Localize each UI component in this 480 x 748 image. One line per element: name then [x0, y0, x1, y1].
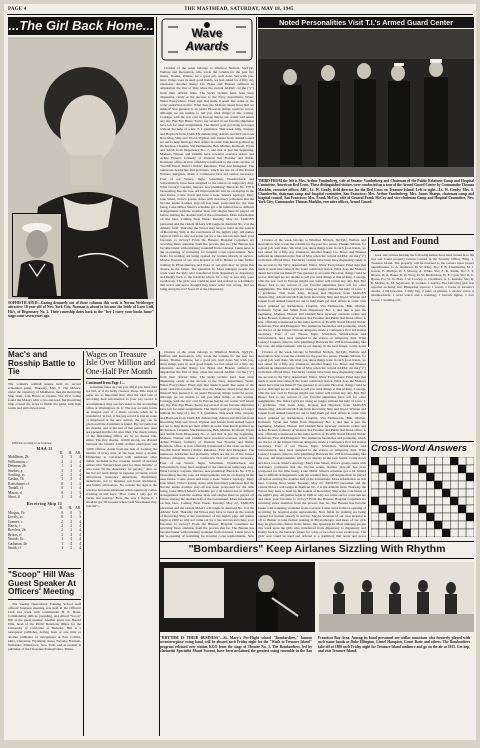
player-name: Tindall, cf — [8, 486, 23, 491]
crossword-cell — [395, 529, 403, 537]
crossword-cell — [395, 465, 403, 473]
crossword-cell — [411, 529, 419, 537]
crossword-cell — [379, 521, 387, 529]
girl-back-home-caption: SOPHISTICATED—Gazing demurely out of these columns this week is Norma Weisberger, attractive 18-year-old of New York City. Norman is about to become the bride of Loen Luff, H4/c, of Dispensary No. 2. Their courtship dates back to the "hey I carry your books home" stage some seven years ago. — [8, 301, 154, 318]
player-stat: 1 — [61, 464, 63, 469]
player-stat: 4 — [79, 468, 81, 473]
crossword-cell — [419, 489, 427, 497]
player-stat: 2 — [70, 494, 72, 499]
crossword-cell — [411, 465, 419, 473]
player-stat: 2 — [61, 459, 63, 464]
player-name: Smith, rf — [8, 546, 21, 551]
column-rule-2 — [156, 17, 157, 347]
crossword-cell — [466, 481, 474, 489]
left-divider — [8, 348, 154, 349]
masthead-rule — [7, 14, 473, 15]
player-stat: 0 — [70, 510, 72, 515]
crossword-cell — [434, 465, 442, 473]
scoop-top-rule — [8, 568, 81, 569]
crossword-cell — [419, 521, 427, 529]
crossword-black-cell — [458, 505, 466, 513]
player-stat: 4 — [79, 494, 81, 499]
page-number-left: PAGE 4 — [8, 7, 27, 12]
softball-headline: Mac's and Rosship Battle to Tie — [8, 350, 76, 377]
player-stat: 2 — [61, 532, 63, 537]
crossword-cell — [387, 505, 395, 513]
player-stat: 2 — [61, 528, 63, 533]
player-stat: 0 — [61, 481, 63, 486]
wave-awards-lower — [258, 350, 366, 538]
crossword-headline: Cross-Word Answers — [371, 443, 468, 454]
sailor-illustration — [13, 214, 61, 296]
player-stat: 3 — [79, 490, 81, 495]
crossword-cell — [371, 481, 379, 489]
player-stat: 4 — [79, 455, 81, 460]
crossword-cell — [379, 457, 387, 465]
crossword-cell — [387, 457, 395, 465]
crossword-black-cell — [450, 497, 458, 505]
newspaper-page — [4, 4, 476, 740]
wave-awards-continued — [258, 238, 366, 348]
player-stat: 4 — [79, 459, 81, 464]
player-name: Sisekes, p — [8, 468, 23, 473]
crossword-cell — [371, 465, 379, 473]
player-stat: 4 — [79, 528, 81, 533]
crossword-cell — [403, 521, 411, 529]
crossword-cell — [458, 513, 466, 521]
player-name: Dettman, 2b — [8, 464, 26, 469]
crossword-cell — [458, 529, 466, 537]
player-name: Woods, 1b — [8, 537, 24, 542]
crossword-cell — [371, 505, 379, 513]
player-stat: 4 — [79, 541, 81, 546]
player-stat: 4 — [79, 477, 81, 482]
crossword-cell — [403, 457, 411, 465]
bombardiers-top-rule — [160, 541, 474, 542]
crossword-cell — [466, 489, 474, 497]
crossword-cell — [434, 529, 442, 537]
bombardiers-section — [160, 544, 474, 738]
crossword-black-cell — [371, 497, 379, 505]
lost-found-headline: Lost and Found — [371, 236, 439, 247]
column-rule-4 — [256, 17, 257, 347]
crossword-cell — [450, 513, 458, 521]
crossword-cell — [426, 481, 434, 489]
crossword-black-cell — [387, 473, 395, 481]
crossword-cell — [371, 521, 379, 529]
crossword-section — [371, 444, 474, 539]
bombardiers-headline: "Bombardiers" Keep Airlanes Sizzling With Rhythm — [188, 543, 446, 555]
crossword-cell — [379, 497, 387, 505]
crossword-cell — [442, 505, 450, 513]
wages-headline: Wages on Treasure Isle Over Million and One-Half Per Month — [86, 350, 156, 376]
player-name: Williamson, c — [8, 459, 29, 464]
crossword-cell — [419, 529, 427, 537]
player-stat: 4 — [79, 537, 81, 542]
scoop-hill-article — [8, 571, 81, 737]
crossword-black-cell — [419, 465, 427, 473]
player-stat: 4 — [79, 472, 81, 477]
crossword-black-cell — [395, 521, 403, 529]
player-name: Middleton, 2b — [8, 455, 29, 460]
crossword-cell — [371, 529, 379, 537]
crossword-cell — [403, 473, 411, 481]
player-stat: 0 — [61, 486, 63, 491]
crossword-cell — [442, 481, 450, 489]
column-rule-6 — [368, 349, 369, 541]
crossword-black-cell — [442, 529, 450, 537]
column-rule-7 — [256, 349, 257, 541]
player-stat: 4 — [79, 524, 81, 529]
player-stat: 2 — [61, 524, 63, 529]
softball-article — [8, 351, 81, 566]
player-stat: 0 — [61, 510, 63, 515]
wave-awards-title-top: Wave — [191, 26, 223, 40]
crossword-cell — [395, 457, 403, 465]
crossword-cell — [466, 529, 474, 537]
crossword-cell — [419, 481, 427, 489]
crossword-cell — [419, 473, 427, 481]
player-stat: 4 — [70, 541, 72, 546]
wages-article — [86, 351, 157, 737]
wages-body: sometime taxes up your pay chit if you have died not bill, or if it's badly creased. These little slips of paper are so important that, after the vital task of recording their information to your pay record is accomplished, they are forwarded to the accounting office at Washington, D. C. The pay account forms an integral part of a man's records when he is transferred. In fact, if the pay record is lost en route or misplaced at the new station, the pay can be given until the document is found. Pay accounts last six months, and at the end of that period new ones are opened and the old ones filed. The check writers of the Disbursing Office are by no means idle, either. The first checks, 12,000 strong, are divided between the island's 2,600 civilian employees and 3,000 officers. Aside from the task of locating the monies of every man on the base twice a month, Disbursing is concerned with numerous other duties. Included is the constant stream of married sailors who "haven't been paid for three months" or who were "in the dispensary for payday." Also on the list are such things as expense accounts, travel allowances, insurance deductions, disciplinary deductions, not to mention war bond allotments, and family allowances. No wonder the sign at the window becomes emotional when somebody comes crashing in and says, "How come I only got 25 bucks last payday? Now, the way I figure it, I shoulda' got 58 because when I left Shoemaker they told me"... — [86, 385, 157, 508]
crossword-cell — [395, 497, 403, 505]
crossword-cell — [379, 481, 387, 489]
crossword-cell — [466, 497, 474, 505]
crossword-cell — [426, 465, 434, 473]
crossword-cell — [411, 489, 419, 497]
player-stat: 3 — [70, 455, 72, 460]
player-stat: 2 — [70, 524, 72, 529]
player-name: Lovely, ss — [8, 515, 23, 520]
player-stat: 2 — [70, 459, 72, 464]
crossword-cell — [379, 513, 387, 521]
crossword-cell — [434, 505, 442, 513]
player-stat: 4 — [79, 486, 81, 491]
crossword-cell — [458, 473, 466, 481]
player-name: Gadsman, 2b — [8, 541, 27, 546]
crossword-cell — [442, 465, 450, 473]
crossword-cell — [411, 521, 419, 529]
crossword-black-cell — [466, 473, 474, 481]
wave-awards-title-bottom: Awards — [185, 39, 229, 53]
crossword-cell — [419, 497, 427, 505]
crossword-cell — [450, 489, 458, 497]
armed-guard-headline: Noted Personalities Visit T.I.'s Armed Guard Center — [258, 17, 474, 28]
player-name: Brotas, rf — [8, 532, 22, 537]
crossword-cell — [419, 513, 427, 521]
crossword-cell — [450, 465, 458, 473]
crossword-black-cell — [450, 457, 458, 465]
bombardiers-caption-wrap — [160, 636, 474, 698]
bombardiers-photos — [160, 562, 474, 632]
player-name: Kretschmer, rf — [8, 481, 29, 486]
crossword-cell — [442, 521, 450, 529]
crossword-cell — [403, 465, 411, 473]
player-stat: 0 — [61, 490, 63, 495]
sailor-inset-photo — [12, 213, 62, 297]
crossword-cell — [434, 497, 442, 505]
wave-awards-continued-body: Citation of the week belongs to Winifred Nichols, Sp(T)3c, Welfare and Recreation, who wrote the column for the past two issues. Thanks, Winnie, for a good job, well done. We wish you, since things were in such good hands, we had asked for a fifty day extension. Another Rung: Lts. Bruss and Brauser suffered an amputation the first of May when the current ALPAC cut the ("y") from their official titles. The lucky victims have been busy dispensing candy at the success to the Navy department. Water, Water Everywhere: Fired sign that made it seem like some of the water restriction notice. What does the Mohave desert have that we missed? You guessed it, an oasis! However, things could be worse, although we are unable to tell you what things at this writing. Courage, with the war over in Europe maybe our waiter will return any day. Bye Bye Blues: Sad to say several of our favorite shipmates have left for other assignments. The district gold got along no longer without the help of a few T. I. graduates. This week Amy, Jacquay and Haydock from TADCEN dishonoring; Adrain and McCain from Receiving Ship and Wood, Wyman and Jensen from Armed Guard set out to help them get their affairs in order. Oak Knoll grabbed up Richardson, Chapins, Van Demseerde, Beh, Mullen, Rothweil, Wynn and Smith from Dispensary No. 2, and that is just the beginning. Madsen, Niesser and Oakhill have received overseas orders and Arline Fickert, formerly of Western Sea Frontier and Public Relations office, is now officially transferred to the radio section of Twelfth Naval District Public Relations. First Aid Delegates: The numerous headaches and problems, which are the lot of the United Nations delegates, made a conference first aid station necessary. Four of our Waves, Ingle, Schurman, Wondracheck and Schwahrbach, have been assigned to the station on temporary duty. What Luxury! Captain, mirrors, new plumbing! Barracks No. 278 is blossoming like the rose. All improvements will be on display in the near future. Come down — [258, 238, 366, 348]
crossword-top-rule — [371, 441, 474, 442]
crossword-cell — [371, 513, 379, 521]
crossword-black-cell — [379, 465, 387, 473]
crossword-black-cell — [458, 465, 466, 473]
player-stat: 1 — [70, 481, 72, 486]
crossword-cell — [403, 505, 411, 513]
armed-guard-section — [258, 17, 474, 234]
wave-awards-lower-left-body: Citation of the week belongs to Winifred Nichols, Sp(T)3c, Welfare and Recreation, who wrote the column for the past two issues. Thanks, Winnie, for a good job, well done. We wish you, since things were in such good hands, we had asked for a fifty day extension. Another Rung: Lts. Bruss and Brauser suffered an amputation the first of May when the current ALPAC cut the ("y") from their official titles. The lucky victims have been busy dispensing candy at the success to the Navy department. Water, Water Everywhere: Fired sign that made it seem like some of the water restriction notice. What does the Mohave desert have that we missed? You guessed it, an oasis! However, things could be worse, although we are unable to tell you what things at this writing. Courage, with the war over in Europe maybe our waiter will return any day. Bye Bye Blues: Sad to say several of our favorite shipmates have left for other assignments. The district gold got along no longer without the help of a few T. I. graduates. This week Amy, Jacquay and Haydock from TADCEN dishonoring; Adrain and McCain from Receiving Ship and Wood, Wyman and Jensen from Armed Guard set out to help them get their affairs in order. Oak Knoll grabbed up Richardson, Chapins, Van Demseerde, Beh, Mullen, Rothweil, Wynn and Smith from Dispensary No. 2, and that is just the beginning. Madsen, Niesser and Oakhill have received overseas orders and Arline Fickert, formerly of Western Sea Frontier and Public Relations office, is now officially transferred to the radio section of Twelfth Naval District Public Relations. First Aid Delegates: The numerous headaches and problems, which are the lot of the United Nations delegates, made a conference first aid station necessary. Four of our Waves, Ingle, Schurman, Wondracheck and Schwahrbach, have been assigned to the station on temporary duty. What Luxury! Captain, mirrors, new plumbing! Barracks No. 278 is blossoming like the rose. All improvements will be on display in the near future. Come down and have a look. Smart's Apology: Mary Jane Smart, Wave's gossip, states with customary politeness that the Novina tennis doubles play-off has been postponed for the time being. Luke Miller Smart's schedule got a bit behind due to difficult arrangements with the weather man, and singles must be played off before starting the doubles half of the tournament. More information on this later. Coming Next Week: Tuesday, May 22, TADCEN personnel and the violent MAA's will tangle in diamond No. 2 at the Athletic field. Thursday the Waves may have to bend up the sounds of Receiving Ship at the conclusion of the night's play. All games begin at 1900 so why not come out for a late sun tan and cheer your favorites to victory? From the Bureau: Hospital corpsmen are receiving more attention from the powers that be. The Bureau has become busier with returning wounded from overseas. Latest news is the re-opening of recruiting for hospital corps replacements. New — [160, 350, 254, 538]
portrait-photo — [8, 37, 154, 299]
maa-row — [8, 495, 81, 499]
player-stat: 3 — [61, 468, 63, 473]
player-stat: 1 — [61, 546, 63, 551]
player-stat: 1 — [70, 486, 72, 491]
crossword-cell — [458, 457, 466, 465]
crossword-cell — [458, 521, 466, 529]
crossword-cell — [458, 489, 466, 497]
crossword-cell — [379, 489, 387, 497]
player-stat: 2 — [61, 519, 63, 524]
receiving-ship-team-label: Receiving Ship 11 — [26, 501, 63, 507]
wages-continued-label: Continued from Page 1— — [86, 381, 126, 386]
player-stat: 1 — [61, 537, 63, 542]
crossword-black-cell — [442, 489, 450, 497]
maa-score-header: R. H. AB. — [59, 450, 81, 455]
crossword-cell — [450, 521, 458, 529]
lost-found-body: Gear and articles bearing the following names have been turned in to the lost and found property bureau located in the Security Office, Bldg. 1, Treasure Island. The property will be returned to the owners upon proper identification. G. A. Anderson, D. W. Riley, Sbc; F. B. Chamberlin, M. J. Garcia, E. Phillips, D. J. Murray, A. White, Sbc; E. R. Smith, Sbc; J. T. Rivera, D. A. Bauer, R. W. Wray, D. W. Richardson, W. E. Lynn, Sbc; R. E. Byrne, F/c; W. W. Hart, J. W. Cowley, C. Chambers, A. L. Kensler, Sbc; R. E. McRae, K. M. Seyabowz, R. Golden, J. Garcia. The following gear was reported as being lost: Bluejacket topcoat, 1 watch, 1 books of traveler's checks, 2 ID bracelets, 1 dilly bag, 2 pairs of glasses, 1 electric razor, 6 handkerchiefs, 1 wrist watch and 1 handbag, 1 barrack lighter, 1 foot locker, 1 bedding roll. — [371, 252, 474, 302]
crossword-cell — [434, 489, 442, 497]
crossword-cell — [411, 513, 419, 521]
player-stat: 4 — [79, 532, 81, 537]
crossword-cell — [387, 465, 395, 473]
crossword-grid — [371, 457, 474, 537]
crossword-cell — [458, 497, 466, 505]
player-stat: 2 — [70, 519, 72, 524]
crossword-cell — [411, 481, 419, 489]
crossword-cell — [387, 489, 395, 497]
bandleader-illustration — [160, 562, 315, 632]
player-stat: 1 — [61, 455, 63, 460]
crossword-black-cell — [411, 457, 419, 465]
scoop-hill-body: The weekly Operational Training School staff officers' business meeting was held at the Officers' Club last week with Commander H. E. Hone, Commanding Officer, presiding, and Alfred "Scoop" Hill as the guest speaker. Another guest was Harold Ellis, head of the Public Relations Office for the University of California at Berkeley. Hill is a newspaper publisher, having been at one time or another publisher of newspapers at Fort Collins, Ohio, Cheyenne, Wyoming; Reno, Nevada; Fremont, Nebraska; Jamestown, New York, and at present is publisher of the Cheyenne Pennsylvania, Times. — [8, 601, 81, 651]
player-name: Gaskin, 1b — [8, 477, 24, 482]
player-stat: 1 — [70, 490, 72, 495]
crossword-black-cell — [403, 489, 411, 497]
maa-score-table — [8, 451, 81, 499]
crossword-cell — [450, 473, 458, 481]
crossword-cell — [387, 481, 395, 489]
player-stat: 4 — [79, 464, 81, 469]
armed-guard-illustration — [258, 29, 474, 177]
crossword-cell — [387, 497, 395, 505]
crossword-cell — [419, 457, 427, 465]
crossword-black-cell — [371, 457, 379, 465]
crossword-black-cell — [419, 505, 427, 513]
girl-back-home-section — [8, 17, 154, 348]
player-stat: 1 — [61, 477, 63, 482]
wave-awards-lower-body: Citation of the week belongs to Winifred Nichols, Sp(T)3c, Welfare and Recreation, who wrote the column for the past two issues. Thanks, Winnie, for a good job, well done. We wish you, since things were in such good hands, we had asked for a fifty day extension. Another Rung: Lts. Bruss and Brauser suffered an amputation the first of May when the current ALPAC cut the ("y") from their official titles. The lucky victims have been busy dispensing candy at the success to the Navy department. Water, Water Everywhere: Fired sign that made it seem like some of the water restriction notice. What does the Mohave desert have that we missed? You guessed it, an oasis! However, things could be worse, although we are unable to tell you what things at this writing. Courage, with the war over in Europe maybe our waiter will return any day. Bye Bye Blues: Sad to say several of our favorite shipmates have left for other assignments. The district gold got along no longer without the help of a few T. I. graduates. This week Amy, Jacquay and Haydock from TADCEN dishonoring; Adrain and McCain from Receiving Ship and Wood, Wyman and Jensen from Armed Guard set out to help them get their affairs in order. Oak Knoll grabbed up Richardson, Chapins, Van Demseerde, Beh, Mullen, Rothweil, Wynn and Smith from Dispensary No. 2, and that is just the beginning. Madsen, Niesser and Oakhill have received overseas orders and Arline Fickert, formerly of Western Sea Frontier and Public Relations office, is now officially transferred to the radio section of Twelfth Naval District Public Relations. First Aid Delegates: The numerous headaches and problems, which are the lot of the United Nations delegates, made a conference first aid station necessary. Four of our Waves, Ingle, Schurman, Wondracheck and Schwahrbach, have been assigned to the station on temporary duty. What Luxury! Captain, mirrors, new plumbing! Barracks No. 278 is blossoming like the rose. All improvements will be on display in the near future. Come down and have a look. Smart's Apology: Mary Jane Smart, Wave's gossip, states with customary politeness that the Novina tennis doubles play-off has been postponed for the time being. Luke Miller Smart's schedule got a bit behind due to difficult arrangements with the weather man, and singles must be played off before starting the doubles half of the tournament. More information on this later. Coming Next Week: Tuesday, May 22, TADCEN personnel and the violent MAA's will tangle in diamond No. 2 at the Athletic field. Thursday the Waves may have to bend up the sounds of Receiving Ship at the conclusion of the night's play. All games begin at 1900 so why not come out for a late sun tan and cheer your favorites to victory? From the Bureau: Hospital corpsmen are receiving more attention from the powers that be. The Bureau has become busier with returning wounded from overseas. Latest news is the re-opening of recruiting for hospital corps replacements. New fields for training are being opened for women already in service. Maybe Veterans of our own hospital is off to Hunter to take further training in Physiotherapy, and more of our girls may be given this chance in the future. The Question Is: Most unhappy people this week were the girls who transferred from dispensary to dispensary and finally back to the barracks where for a day or two they were swollen up. The girls' sore could be used and ordered to a dormitory that never and never — [258, 350, 366, 538]
crossword-black-cell — [403, 529, 411, 537]
crossword-cell — [403, 481, 411, 489]
player-stat: 4 — [70, 537, 72, 542]
crossword-cell — [426, 505, 434, 513]
wave-awards-body: Citation of the week belongs to Winifred Nichols, Sp(T)3c, Welfare and Recreation, who wrote the column for the past two issues. Thanks, Winnie, for a good job, well done. We wish you, since things were in such good hands, we had asked for a fifty day extension. Another Rung: Lts. Bruss and Brauser suffered an amputation the first of May when the current ALPAC cut the ("y") from their official titles. The lucky victims have been busy dispensing candy at the success to the Navy department. Water, Water Everywhere: Fired sign that made it seem like some of the water restriction notice. What does the Mohave desert have that we missed? You guessed it, an oasis! However, things could be worse, although we are unable to tell you what things at this writing. Courage, with the war over in Europe maybe our waiter will return any day. Bye Bye Blues: Sad to say several of our favorite shipmates have left for other assignments. The district gold got along no longer without the help of a few T. I. graduates. This week Amy, Jacquay and Haydock from TADCEN dishonoring; Adrain and McCain from Receiving Ship and Wood, Wyman and Jensen from Armed Guard set out to help them get their affairs in order. Oak Knoll grabbed up Richardson, Chapins, Van Demseerde, Beh, Mullen, Rothweil, Wynn and Smith from Dispensary No. 2, and that is just the beginning. Madsen, Niesser and Oakhill have received overseas orders and Arline Fickert, formerly of Western Sea Frontier and Public Relations office, is now officially transferred to the radio section of Twelfth Naval District Public Relations. First Aid Delegates: The numerous headaches and problems, which are the lot of the United Nations delegates, made a conference first aid station necessary. Four of our Waves, Ingle, Schurman, Wondracheck and Schwahrbach, have been assigned to the station on temporary duty. What Luxury! Captain, mirrors, new plumbing! Barracks No. 278 is blossoming like the rose. All improvements will be on display in the near future. Come down and have a look. Smart's Apology: Mary Jane Smart, Wave's gossip, states with customary politeness that the Novina tennis doubles play-off has been postponed for the time being. Luke Miller Smart's schedule got a bit behind due to difficult arrangements with the weather man, and singles must be played off before starting the doubles half of the tournament. More information on this later. Coming Next Week: Tuesday, May 22, TADCEN personnel and the violent MAA's will tangle in diamond No. 2 at the Athletic field. Thursday the Waves may have to bend up the sounds of Receiving Ship at the conclusion of the night's play. All games begin at 1900 so why not come out for a late sun tan and cheer your favorites to victory? From the Bureau: Hospital corpsmen are receiving more attention from the powers that be. The Bureau has become busier with returning wounded from overseas. Latest news is the re-opening of recruiting for hospital corps replacements. New fields for training are being opened for women already in service. Maybe Veterans of our own hospital is off to Hunter to take further training in Physiotherapy, and more of our girls may be given this chance in the future. The Question Is: Most unhappy people this week were the girls who transferred from dispensary to dispensary and finally back to the barracks where for a day or two they were swollen up. The girls' sore could be used and ordered to a dormitory that never and never thought they knew what was wrong. Did we bring along the Ice? Soon all at the Dispensary. — [160, 66, 254, 292]
player-stat: 2 — [70, 515, 72, 520]
crossword-cell — [466, 465, 474, 473]
column-rule-5 — [368, 237, 369, 347]
crossword-cell — [387, 521, 395, 529]
wave-awards-logo — [160, 17, 254, 62]
crossword-black-cell — [466, 513, 474, 521]
crossword-cell — [371, 489, 379, 497]
player-stat: 2 — [70, 472, 72, 477]
crossword-cell — [395, 489, 403, 497]
crossword-cell — [466, 457, 474, 465]
crossword-cell — [395, 473, 403, 481]
crossword-cell — [450, 481, 458, 489]
crossword-cell — [403, 513, 411, 521]
armed-guard-photo — [258, 29, 474, 177]
crossword-cell — [426, 489, 434, 497]
crossword-cell — [426, 497, 434, 505]
receiving-ship-score-table — [8, 506, 81, 550]
crossword-cell — [434, 457, 442, 465]
player-stat: 3 — [70, 528, 72, 533]
bombardiers-caption: "RHYTHM IS THEIR BUSINESS"—St. Mary's Pre-Flight school "Bombardiers," famous seventeen-piece swing band, will be aboard each Friday night for the "Waifs to Treasure Island" program released over station KGO from the stage of Theatre No. 3. The Bombardiers, led by clarinetist Specialist Mauri Sweenz, have been acclaimed the greatest swing ensemble in the San Francisco Bay Area. Among its band personnel are stellar musicians who formerly played with such name bands as Duke Ellington, Lionel Hampton, Count Basie and others. The Bombardiers take off at 1800 each Friday night for Treasure Island audience and go on the air at 1915. Get hep, and visit Treasure Island. — [160, 636, 470, 653]
crossword-cell — [379, 529, 387, 537]
player-stat: 2 — [70, 477, 72, 482]
bombardiers-photo-left — [160, 562, 315, 632]
crossword-cell — [466, 521, 474, 529]
crossword-black-cell — [379, 505, 387, 513]
crossword-cell — [379, 473, 387, 481]
crossword-black-cell — [434, 481, 442, 489]
armed-guard-caption: THIRD FROM the left is Mrs. Arthur Vandenberg, wife of Senator Vandenberg and Chairman of the Public Relations Camp and Hospital Committee, American Red Cross. These distinguished visitors were conducted on a tour of the Armed Guard Center by Commander Thomas Macklin, executive officer. ABC, Lt. W. Grady, field director for the Red Cross on Treasure Island. Left to right—Lt. W. Grady; Mrs. S. Chamberlin, chairman camp and hospital committee, San Francisco; Mrs. Arthur Vandenberg; Mrs. James Sharpe, chairman camp and hospital council, San Francisco; Mrs. Frank McCoy, wife of General Frank McCoy and vice-chairman Camp and Hospital Committee, New York City; Commander Thomas Macklin, executive officer, Armed Guard. — [258, 179, 474, 205]
crossword-cell — [411, 505, 419, 513]
player-stat: 2 — [70, 546, 72, 551]
crossword-black-cell — [387, 513, 395, 521]
player-name: Gremes, c — [8, 519, 23, 524]
maa-team-label: MAA 11 — [36, 445, 53, 451]
girl-back-home-title: ...The Girl Back Home... — [8, 18, 154, 33]
masthead-dateline: THE MASTHEAD, SATURDAY, MAY 18, 1945 — [184, 7, 294, 12]
scoop-hill-headline: "Scoop" Hill Was Guest Speaker At Officers' Meeting — [8, 570, 76, 597]
player-stat: 4 — [79, 546, 81, 551]
crossword-cell — [426, 457, 434, 465]
bombardiers-photo-right — [319, 562, 474, 632]
column-rule-1 — [83, 351, 84, 736]
player-stat: 2 — [61, 472, 63, 477]
player-stat: 4 — [70, 532, 72, 537]
player-stat: 3 — [70, 464, 72, 469]
crossword-cell — [466, 505, 474, 513]
player-stat: 3 — [70, 468, 72, 473]
crossword-cell — [434, 513, 442, 521]
player-name: Brevlers, 2b — [8, 528, 26, 533]
crossword-cell — [387, 529, 395, 537]
right-divider — [258, 234, 474, 235]
player-stat: 1 — [61, 541, 63, 546]
crossword-black-cell — [395, 481, 403, 489]
crossword-cell — [395, 513, 403, 521]
rec-score-header: R. H. AB. — [59, 506, 81, 511]
crossword-cell — [426, 521, 434, 529]
crossword-cell — [426, 529, 434, 537]
crossword-black-cell — [426, 513, 434, 521]
softball-body: The women's softball league held its second scheduled game, Thursday, May 9. The MAA's, under the captaincy of Middleton, met the Receiving Ship team, with Harris as captain. The 25% voting found the MAA's with a two-run lead, but Receiving Ship evened the score to finish the game with both teams tied with eleven runs. — [8, 381, 81, 411]
crossword-cell — [458, 481, 466, 489]
crossword-cell — [450, 505, 458, 513]
crossword-cell — [411, 473, 419, 481]
player-name: Mason, rf — [8, 490, 22, 495]
player-name: Mingus, 1b — [8, 510, 25, 515]
rec-row — [8, 546, 81, 550]
player-name: Sowling, ss — [8, 472, 25, 477]
crossword-cell — [434, 473, 442, 481]
player-stat: 0 — [61, 515, 63, 520]
wave-awards-lower-left — [160, 350, 254, 538]
crossword-cell — [442, 513, 450, 521]
crossword-cell — [403, 497, 411, 505]
crossword-cell — [371, 473, 379, 481]
crossword-cell — [450, 529, 458, 537]
official-scoring-label: Official scoring is as follows: — [12, 440, 53, 445]
player-stat: 1 — [61, 494, 63, 499]
crossword-black-cell — [426, 473, 434, 481]
player-name: Harris, c — [8, 524, 21, 529]
lost-found-section — [371, 237, 474, 337]
crossword-cell — [395, 505, 403, 513]
player-stat: 3 — [79, 481, 81, 486]
player-stat: 3 — [79, 510, 81, 515]
crossword-black-cell — [411, 497, 419, 505]
player-stat: 3 — [79, 515, 81, 520]
player-stat: 4 — [79, 519, 81, 524]
crossword-cell — [442, 473, 450, 481]
crossword-black-cell — [434, 521, 442, 529]
player-name: Short, lf — [8, 494, 20, 499]
crossword-cell — [442, 457, 450, 465]
crossword-cell — [442, 497, 450, 505]
band-illustration — [319, 562, 474, 632]
